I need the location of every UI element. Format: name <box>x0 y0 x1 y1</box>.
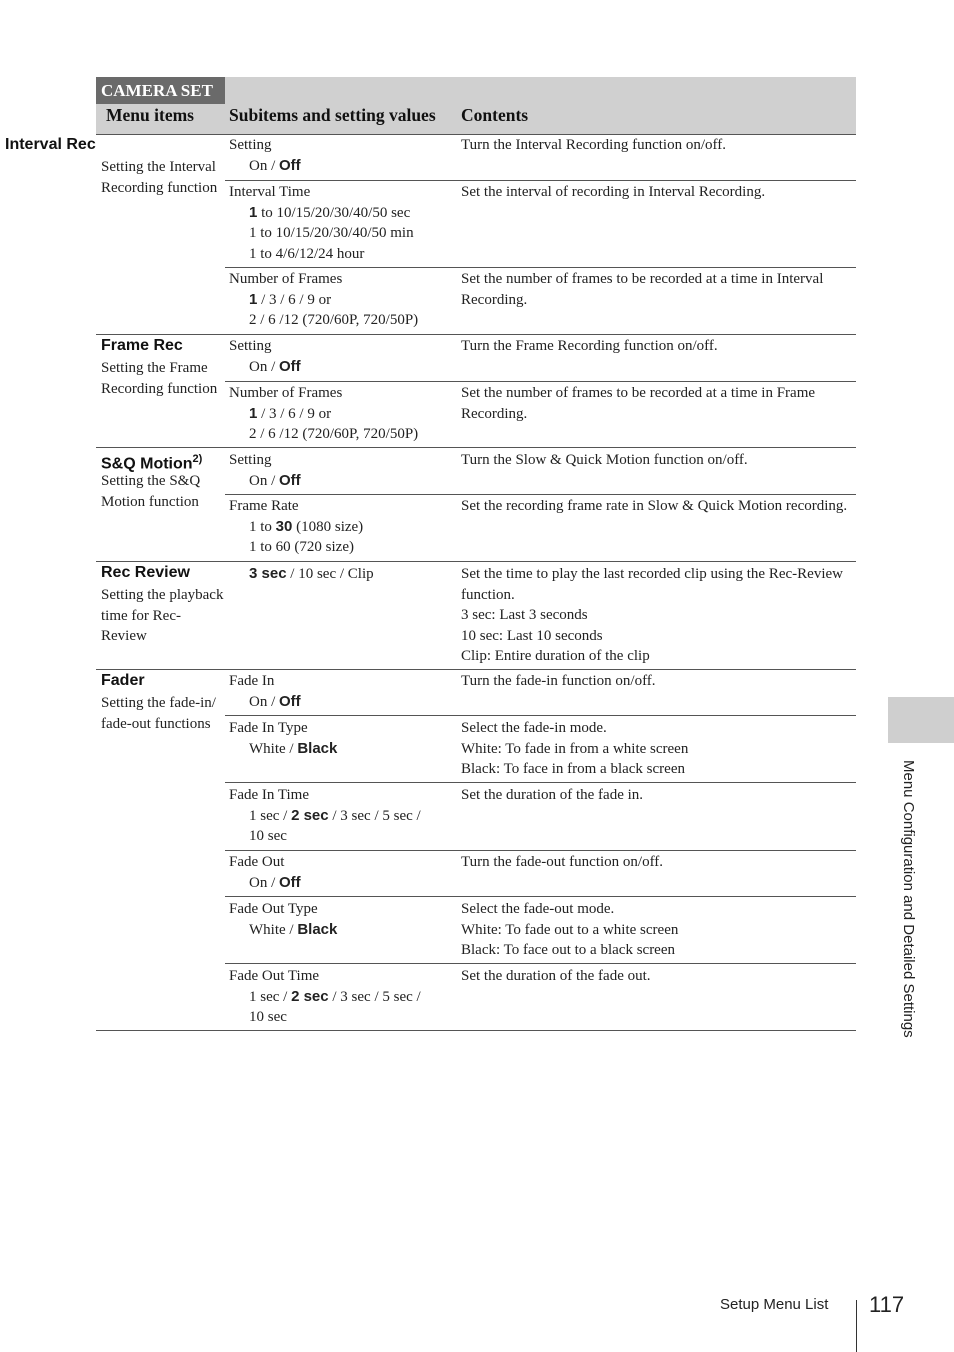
subitem: Fade Out On / Off <box>229 854 301 891</box>
table-header <box>96 77 856 135</box>
subitem: Fade Out Time 1 sec / 2 sec / 3 sec / 5 sec / 10 sec <box>229 968 421 1025</box>
col-header-subitems: Subitems and setting values <box>229 105 436 125</box>
content-text: Set the interval of recording in Interval Recording. <box>461 184 766 200</box>
subitem: Number of Frames 1 / 3 / 6 / 9 or 2 / 6 /12 (720/60P, 720/50P) <box>229 385 419 442</box>
menu-item-desc: Setting the Frame Recording function <box>101 360 218 397</box>
content-text: Turn the Frame Recording function on/off. <box>461 338 718 354</box>
content-text: Turn the fade-out function on/off. <box>461 854 664 870</box>
content-text: Turn the fade-in function on/off. <box>461 673 656 689</box>
side-tab-label: Menu Configuration and Detailed Settings <box>900 760 917 1038</box>
menu-item-desc: Setting the playback time for Rec-Review <box>101 587 224 644</box>
subitem: Frame Rate 1 to 30 (1080 size) 1 to 60 (720 size) <box>229 498 364 555</box>
menu-item-title: Frame Rec <box>101 337 183 354</box>
content-text: Turn the Interval Recording function on/off. <box>461 137 726 153</box>
menu-item-title: Interval Rec <box>5 136 96 153</box>
menu-item-desc: Setting the S&Q Motion function <box>101 473 201 510</box>
menu-item-desc: Setting the fade-in/ fade-out functions <box>101 695 216 732</box>
content-text: Set the recording frame rate in Slow & Quick Motion recording. <box>461 498 848 514</box>
content-text: Set the duration of the fade out. <box>461 968 651 984</box>
side-tab <box>888 697 954 743</box>
menu-item-title: S&Q Motion$^{2)}$ <box>101 453 203 473</box>
page-number: 117 <box>869 1292 905 1317</box>
col-header-menu: Menu items <box>106 105 194 125</box>
content-text: Turn the Slow & Quick Motion function on/off. <box>461 452 748 468</box>
footer-divider <box>856 1300 857 1352</box>
menu-item-desc: Setting the Interval Recording function <box>101 159 218 196</box>
content-text: Select the fade-out mode. White: To fade out to a white screen Black: To face out to a black screen <box>461 901 679 958</box>
subitem: Interval Time 1 to 10/15/20/30/40/50 sec 1 to 10/15/20/30/40/50 min 1 to 4/6/12/24 hour <box>229 184 414 262</box>
col-header-contents: Contents <box>461 105 529 125</box>
subitem: Fade Out Type White / Black <box>229 901 338 938</box>
content-text: Set the duration of the fade in. <box>461 787 644 803</box>
content-text: Set the number of frames to be recorded at a time in Frame Recording. <box>461 385 816 422</box>
menu-item-title: Rec Review <box>101 564 190 581</box>
menu-item-title: Fader <box>101 672 145 689</box>
subitem: Fade In Type White / Black <box>229 720 338 757</box>
content-text: Set the number of frames to be recorded at a time in Interval Recording. <box>461 271 824 308</box>
subitem: Setting On / Off <box>229 137 301 174</box>
subitem: Fade In Time 1 sec / 2 sec / 3 sec / 5 sec / 10 sec <box>229 787 421 844</box>
table-bottom-rule <box>96 1030 856 1031</box>
subitem: Number of Frames 1 / 3 / 6 / 9 or 2 / 6 /12 (720/60P, 720/50P) <box>229 271 419 328</box>
subitem: Setting On / Off <box>229 338 301 375</box>
section-label: CAMERA SET <box>96 77 225 104</box>
content-text: Set the time to play the last recorded clip using the Rec-Review function. 3 sec: Last 3 seconds 10 sec: Last 10 seconds Clip: Entire duration of the clip <box>461 566 843 664</box>
footer-section-label: Setup Menu List <box>720 1296 829 1313</box>
subitem: 3 sec / 10 sec / Clip <box>249 565 374 582</box>
content-text: Select the fade-in mode. White: To fade in from a white screen Black: To face in from a black screen <box>461 720 689 777</box>
subitem: Fade In On / Off <box>229 673 301 710</box>
subitem: Setting On / Off <box>229 452 301 489</box>
